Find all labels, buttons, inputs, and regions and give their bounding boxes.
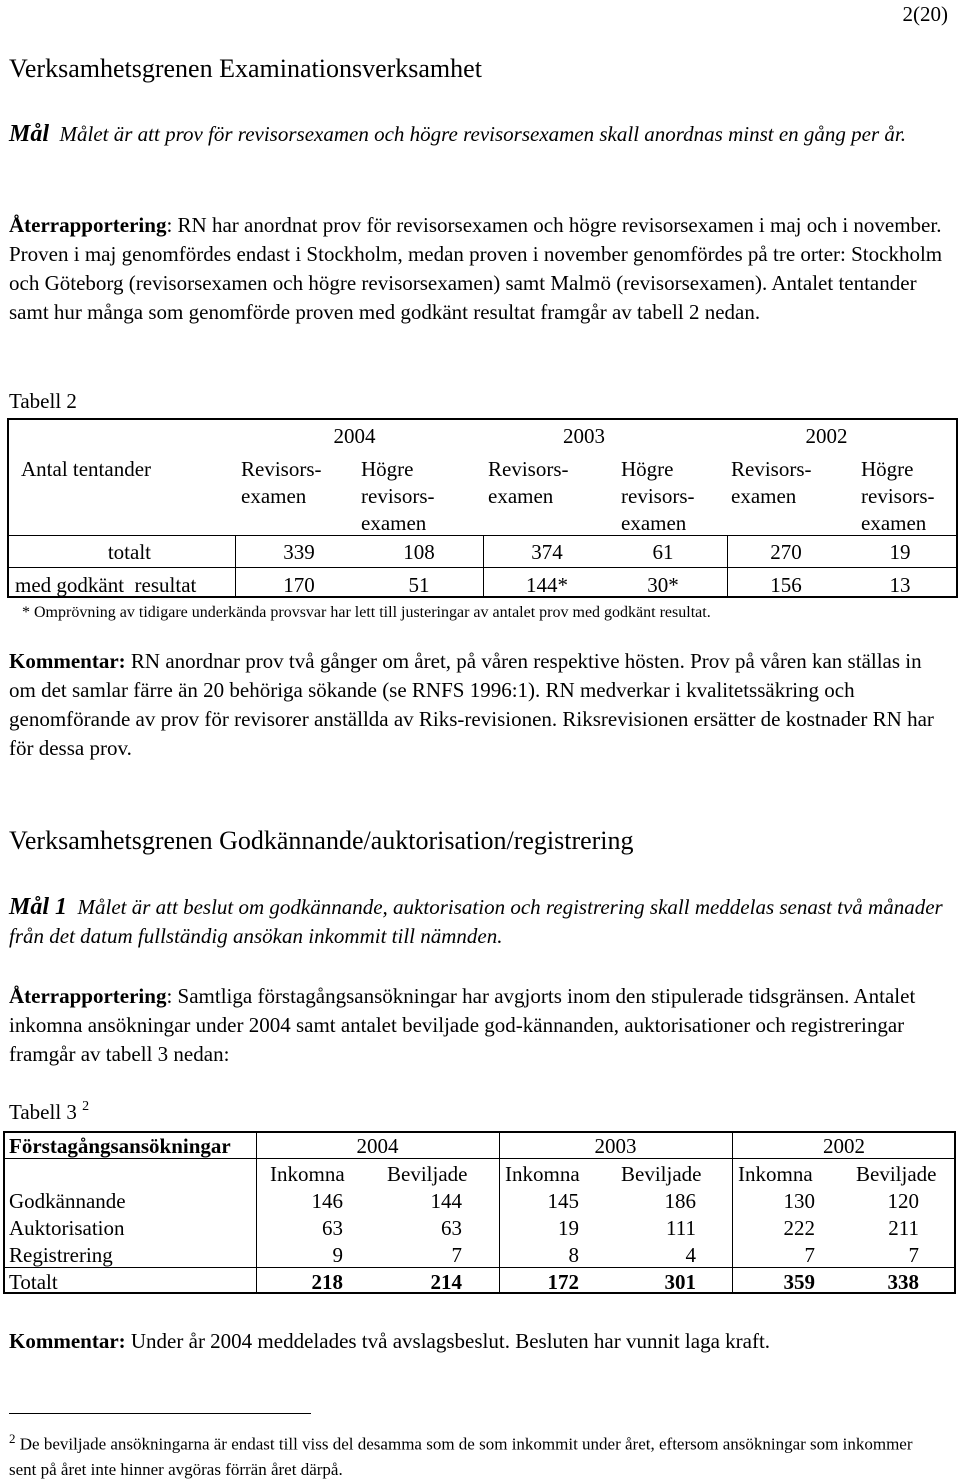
table3-row-label: Registrering [9, 1243, 113, 1267]
table2-cell: 30* [647, 573, 679, 597]
table2-col-revisors-2002 [731, 456, 812, 510]
col-label-line: Högre [621, 457, 674, 481]
comment2-text: Under år 2004 meddelades två avslagsbeslut. Besluten har vunnit laga kraft. [125, 1329, 771, 1353]
table2-note: * Omprövning av tidigare underkända provsvar har lett till justeringar av antalet prov med godkänt resultat. [22, 604, 711, 621]
section-heading-approval: Verksamhetsgrenen Godkännande/auktorisation/registrering [9, 826, 634, 855]
table3-sub-inkomna: Inkomna [505, 1162, 580, 1186]
report-label: Återrapportering [9, 213, 167, 237]
table3-cell: 211 [888, 1216, 919, 1240]
table2-cell: 374 [531, 540, 563, 564]
table3-total-cell: 338 [887, 1270, 919, 1294]
col-label-line: revisors- [621, 484, 695, 508]
goal1-paragraph [9, 893, 949, 951]
table3-row-label: Auktorisation [9, 1216, 125, 1240]
col-label-line: examen [731, 484, 797, 508]
comment1-label: Kommentar: [9, 649, 126, 673]
section-heading-examination: Verksamhetsgrenen Examinationsverksamhet [9, 54, 482, 83]
table3-row-label: Godkännande [9, 1189, 126, 1213]
col-label-line: Högre [861, 457, 914, 481]
table2-row-label: totalt [107, 540, 151, 564]
table3-sub-beviljade: Beviljade [387, 1162, 468, 1186]
table3-cell: 222 [783, 1216, 815, 1240]
table2-cell: 108 [403, 540, 435, 564]
table2-cell: 19 [889, 540, 911, 564]
table3-cell: 145 [547, 1189, 579, 1213]
table3-sub-beviljade: Beviljade [621, 1162, 702, 1186]
table3-year-2004: 2004 [356, 1134, 399, 1158]
table2-cell: 13 [889, 573, 911, 597]
table3-year-2002: 2002 [823, 1134, 865, 1158]
table3-cell: 120 [887, 1189, 919, 1213]
table3-cell: 63 [441, 1216, 462, 1240]
table3-caption-text: Tabell 3 [9, 1100, 77, 1124]
table2-col-hogre-2003 [621, 456, 694, 537]
goal-label: Mål [9, 121, 50, 147]
table2-year-2004: 2004 [333, 424, 376, 448]
table3-caption [9, 1099, 89, 1125]
table2-cell: 270 [770, 540, 802, 564]
report2-label: Återrapportering [9, 984, 167, 1008]
comment1-paragraph [9, 647, 949, 763]
report-paragraph [9, 211, 949, 327]
table2-row-header: Antal tentander [21, 457, 152, 481]
col-label-line: examen [861, 511, 927, 535]
goal1-label: Mål 1 [9, 894, 68, 920]
table2-col-revisors-2003 [488, 456, 569, 510]
col-label-line: examen [488, 484, 554, 508]
table3-sub-inkomna: Inkomna [270, 1162, 345, 1186]
table3-cell: 186 [664, 1189, 696, 1213]
table3-cell: 63 [322, 1216, 343, 1240]
table3-total-cell: 359 [783, 1270, 815, 1294]
table2-cell: 339 [283, 540, 315, 564]
col-label-line: examen [361, 511, 427, 535]
table3-total-cell: 301 [664, 1270, 696, 1294]
footnote [9, 1426, 939, 1482]
table3-cell: 7 [451, 1243, 462, 1267]
table3-cell: 4 [685, 1243, 696, 1267]
report2-text: : Samtliga förstagångsansökningar har avgjorts inom den stipulerade tidsgränsen. Antalet inkomna ansökningar under 2004 samt antalet beviljade god-kännanden, auktorisationer och registreringar framgår av tabell 3 nedan: [9, 984, 916, 1066]
footnote-text: De beviljade ansökningarna är endast till viss del desamma som de som inkommit under året, eftersom ansökningar som inkommer sent på året inte hinner avgöras förrän året därpå. [9, 1434, 913, 1479]
page-number: 2(20) [902, 2, 948, 26]
table3-caption-sup: 2 [82, 1099, 90, 1114]
table3-cell: 7 [908, 1243, 919, 1267]
col-label-line: revisors- [361, 484, 435, 508]
table3-sub-beviljade: Beviljade [856, 1162, 937, 1186]
table2-year-2003: 2003 [563, 424, 605, 448]
comment2-paragraph [9, 1327, 949, 1356]
table3-cell: 9 [332, 1243, 343, 1267]
table3-total-cell: 218 [311, 1270, 343, 1294]
col-label-line: Revisors- [241, 457, 322, 481]
comment2-label: Kommentar: [9, 1329, 126, 1353]
table2-col-hogre-2002 [861, 456, 934, 537]
table2-cell: 156 [770, 573, 802, 597]
col-label-line: Högre [361, 457, 414, 481]
table2 [7, 418, 958, 598]
table3-total-cell: 214 [430, 1270, 462, 1294]
table2-cell: 170 [283, 573, 315, 597]
table3-header-label: Förstagångsansökningar [9, 1134, 231, 1158]
table3-sub-inkomna: Inkomna [738, 1162, 813, 1186]
goal-paragraph [9, 120, 949, 149]
table3-cell: 146 [311, 1189, 343, 1213]
table3-cell: 7 [804, 1243, 815, 1267]
report-text: : RN har anordnat prov för revisorsexamen och högre revisorsexamen i maj och i november. Proven i maj genomfördes endast i Stockholm, medan proven i november genomfördes på tre orter: Stockholm och Göteborg (revisorsexamen och högre revisorsexamen) samt Malmö (revisorsexamen). Antalet tentander samt hur många som genomförde proven med godkänt resultat framgår av tabell 2 nedan. [9, 213, 943, 324]
footnote-marker: 2 [9, 1431, 16, 1446]
table3-cell: 8 [568, 1243, 579, 1267]
col-label-line: examen [621, 511, 687, 535]
col-label-line: Revisors- [488, 457, 569, 481]
table3-total-cell: 172 [547, 1270, 579, 1294]
col-label-line: revisors- [861, 484, 935, 508]
footnote-separator [9, 1413, 311, 1414]
table3-cell: 19 [558, 1216, 579, 1240]
table3-cell: 130 [783, 1189, 815, 1213]
table2-year-2002: 2002 [805, 424, 848, 448]
col-label-line: examen [241, 484, 307, 508]
table3-cell: 111 [666, 1216, 696, 1240]
table2-caption: Tabell 2 [9, 389, 77, 413]
col-label-line: Revisors- [731, 457, 812, 481]
table3-cell: 144 [430, 1189, 462, 1213]
table3 [3, 1131, 956, 1294]
table2-row-label: med godkänt resultat [15, 573, 197, 597]
table2-cell: 51 [408, 573, 430, 597]
goal1-text: Målet är att beslut om godkännande, auktorisation och registrering skall meddelas senast två månader från det datum fullständig ansökan inkommit till nämnden. [9, 895, 943, 948]
table2-col-hogre-2004 [361, 456, 434, 537]
goal-text: Målet är att prov för revisorsexamen och högre revisorsexamen skall anordnas minst en gång per år. [59, 122, 907, 146]
report2-paragraph [9, 982, 949, 1069]
table3-total-label: Totalt [9, 1270, 58, 1294]
table2-col-revisors-2004 [241, 456, 322, 510]
table2-cell: 144* [526, 573, 568, 597]
table2-cell: 61 [652, 540, 674, 564]
table3-year-2003: 2003 [594, 1134, 637, 1158]
comment1-text: RN anordnar prov två gånger om året, på våren respektive hösten. Prov på våren kan ställas in om det samlar färre än 20 behöriga sökande (se RNFS 1996:1). RN medverkar i kvalitetssäkring och genomförande av prov för revisorer anställda av Riks-revisionen. Riksrevisionen ersätter de kostnader RN har för dessa prov. [9, 649, 934, 760]
